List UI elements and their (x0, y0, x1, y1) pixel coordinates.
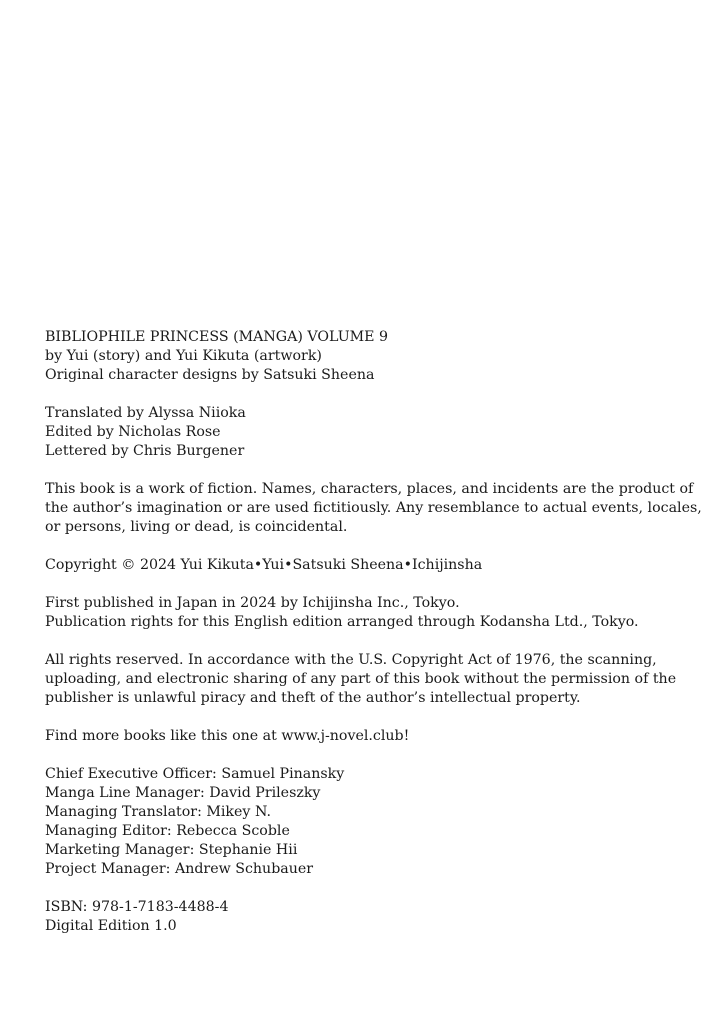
book-title: BIBLIOPHILE PRINCESS (MANGA) VOLUME 9 (45, 329, 389, 345)
digital-edition-line: Digital Edition 1.0 (45, 918, 177, 934)
staff-list (45, 765, 645, 879)
staff-item: Managing Translator: Mikey N. (45, 804, 271, 820)
staff-item: Project Manager: Andrew Schubauer (45, 861, 314, 877)
staff-item: Managing Editor: Rebecca Scoble (45, 823, 290, 839)
first-published-line: First published in Japan in 2024 by Ichijinsha Inc., Tokyo. (45, 595, 460, 611)
editor-line: Edited by Nicholas Rose (45, 424, 221, 440)
more-books-block (45, 727, 645, 746)
staff-item: Manga Line Manager: David Prileszky (45, 785, 321, 801)
staff-item: Marketing Manager: Stephanie Hii (45, 842, 298, 858)
translator-line: Translated by Alyssa Niioka (45, 405, 246, 421)
character-design-line: Original character designs by Satsuki Sheena (45, 367, 375, 383)
more-books-line: Find more books like this one at www.j-novel.club! (45, 728, 410, 744)
staff-item: Chief Executive Officer: Samuel Pinansky (45, 766, 345, 782)
publication-block (45, 594, 645, 632)
rights-notice-line: All rights reserved. In accordance with the U.S. Copyright Act of 1976, the scanning, (45, 652, 657, 668)
isbn-line: ISBN: 978-1-7183-4488-4 (45, 899, 229, 915)
title-block (45, 328, 645, 385)
rights-notice (45, 651, 677, 708)
authors-line: by Yui (story) and Yui Kikuta (artwork) (45, 348, 322, 364)
fiction-notice-line: This book is a work of fiction. Names, characters, places, and incidents are the product of (45, 481, 694, 497)
fiction-notice (45, 480, 702, 537)
copyright-page (45, 328, 702, 955)
rights-notice-line: uploading, and electronic sharing of any part of this book without the permission of the (45, 671, 677, 687)
copyright-block (45, 556, 645, 575)
copyright-line: Copyright © 2024 Yui Kikuta•Yui•Satsuki Sheena•Ichijinsha (45, 557, 483, 573)
rights-notice-line: publisher is unlawful piracy and theft of the author’s intellectual property. (45, 690, 581, 706)
edition-block (45, 898, 645, 936)
publication-rights-line: Publication rights for this English edition arranged through Kodansha Ltd., Tokyo. (45, 614, 639, 630)
letterer-line: Lettered by Chris Burgener (45, 443, 245, 459)
fiction-notice-line: the author’s imagination or are used fictitiously. Any resemblance to actual events, locales, (45, 500, 702, 516)
credits-block (45, 404, 645, 461)
fiction-notice-line: or persons, living or dead, is coincidental. (45, 519, 348, 535)
